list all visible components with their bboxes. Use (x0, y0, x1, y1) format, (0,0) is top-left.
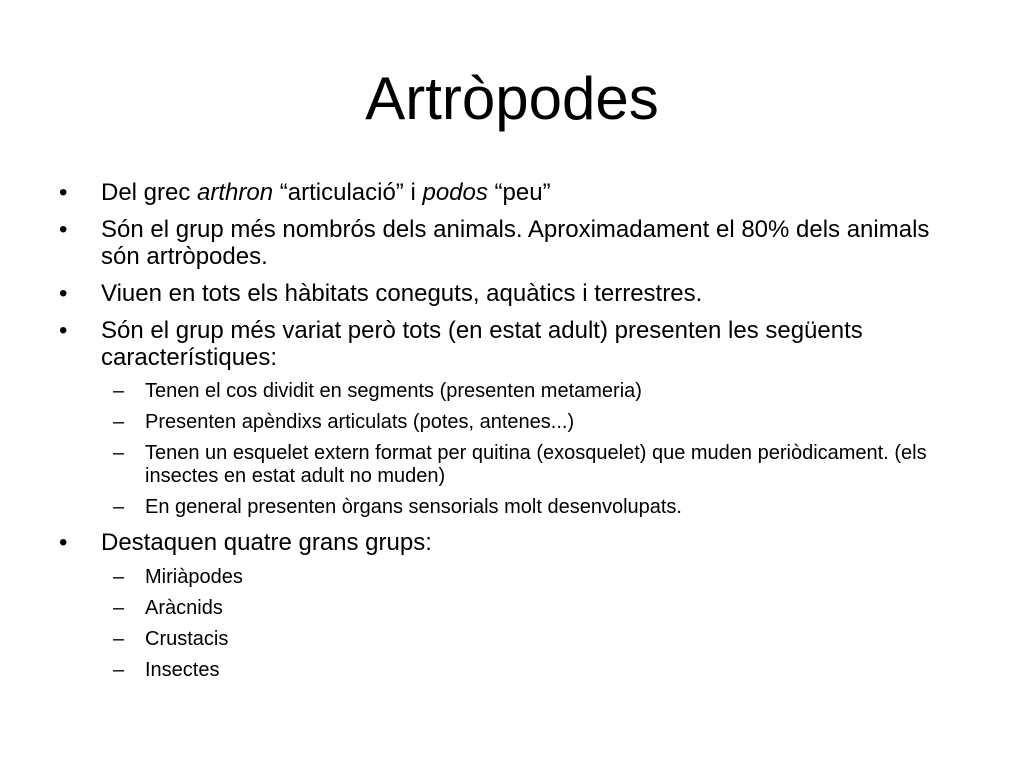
bullet-text: Són el grup més variat però tots (en estat adult) presenten les següents característiques: (101, 317, 863, 371)
bullet-dot-icon: • (59, 529, 68, 556)
bullet-item-4 (56, 317, 956, 371)
dash-icon: – (113, 597, 125, 619)
bullet-dot-icon: • (59, 280, 68, 307)
sub-bullet-item (56, 659, 956, 682)
slide-content (56, 179, 956, 690)
sub-bullet-item (56, 597, 956, 620)
bullet-text: Destaquen quatre grans grups: (101, 529, 432, 556)
sub-bullet-text: Presenten apèndixs articulats (potes, antenes...) (145, 411, 575, 433)
sub-bullet-item (56, 628, 956, 651)
sub-bullet-text: En general presenten òrgans sensorials molt desenvolupats. (145, 496, 682, 518)
sub-bullet-item (56, 566, 956, 589)
sub-bullet-text: Aràcnids (145, 597, 223, 619)
dash-icon: – (113, 496, 125, 518)
sub-bullet-item (56, 411, 956, 434)
slide-title: Artròpodes (365, 65, 659, 132)
bullet-text: Viuen en tots els hàbitats coneguts, aquàtics i terrestres. (101, 280, 703, 307)
bullet-item-1 (56, 179, 956, 206)
bullet-dot-icon: • (59, 317, 68, 344)
bullet-text: Del grec arthron “articulació” i podos “peu” (101, 179, 551, 206)
bullet-dot-icon: • (59, 179, 68, 206)
sub-bullet-item (56, 380, 956, 403)
bullet-item-3 (56, 280, 956, 307)
dash-icon: – (113, 411, 125, 433)
sub-bullet-text: Tenen un esquelet extern format per quitina (exosquelet) que muden periòdicament. (els insectes en estat adult no muden) (145, 442, 927, 487)
bullet-dot-icon: • (59, 216, 68, 243)
dash-icon: – (113, 628, 125, 650)
sub-bullet-text: Miriàpodes (145, 566, 243, 588)
dash-icon: – (113, 566, 125, 588)
sub-bullet-item (56, 496, 956, 519)
bullet-item-2 (56, 216, 956, 270)
dash-icon: – (113, 442, 125, 464)
dash-icon: – (113, 380, 125, 402)
sub-bullet-item (56, 442, 956, 488)
sub-bullet-text: Crustacis (145, 628, 229, 650)
bullet-item-5 (56, 529, 956, 556)
dash-icon: – (113, 659, 125, 681)
sub-bullet-text: Tenen el cos dividit en segments (presenten metameria) (145, 380, 642, 402)
sub-bullet-text: Insectes (145, 659, 220, 681)
bullet-text: Són el grup més nombrós dels animals. Aproximadament el 80% dels animals són artròpodes. (101, 216, 930, 270)
